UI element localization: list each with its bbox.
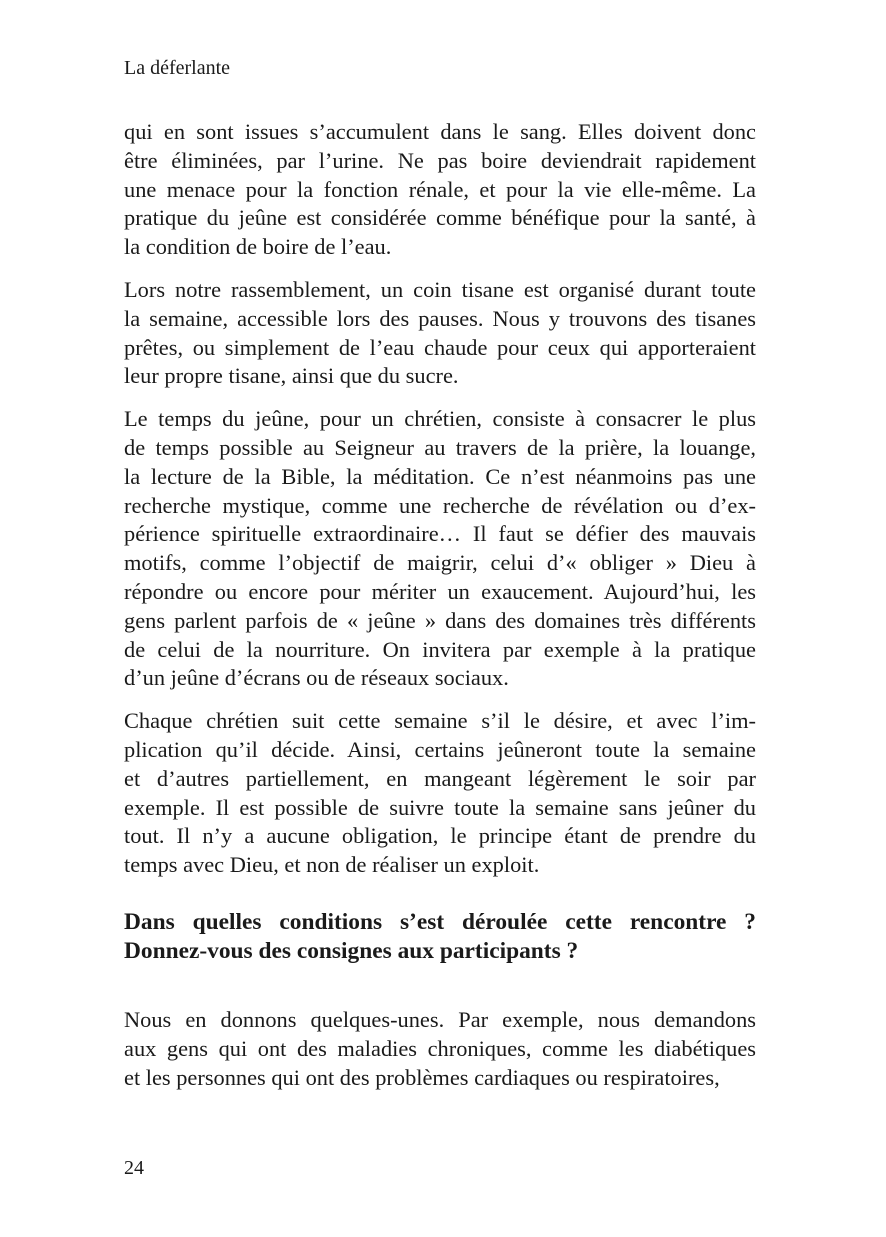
text-line: exemple. Il est possible de suivre toute la semaine sans jeûner du (124, 794, 756, 820)
running-head: La déferlante (124, 57, 231, 79)
text-line: périence spirituelle extraordinaire… Il faut se défier des mauvais (124, 521, 756, 547)
text-line: et les personnes qui ont des problèmes cardiaques ou respiratoires, (124, 1064, 720, 1090)
text-line: de celui de la nourriture. On invitera par exemple à la pratique (124, 636, 756, 662)
text-line: prêtes, ou simplement de l’eau chaude pour ceux qui apporteraient (124, 334, 756, 360)
section-heading (124, 908, 756, 966)
text-line: la lecture de la Bible, la méditation. Ce n’est néanmoins pas une (124, 463, 756, 489)
text-line: plication qu’il décide. Ainsi, certains jeûneront toute la semaine (124, 736, 756, 762)
text-line: Le temps du jeûne, pour un chrétien, consiste à consacrer le plus (124, 406, 756, 432)
text-line: être éliminées, par l’urine. Ne pas boire deviendrait rapidement (124, 147, 756, 173)
text-line: leur propre tisane, ainsi que du sucre. (124, 363, 459, 389)
text-line: aux gens qui ont des maladies chroniques, comme les diabétiques (124, 1035, 756, 1061)
text-line: Lors notre rassemblement, un coin tisane est organisé durant toute (124, 276, 756, 302)
text-line: gens parlent parfois de « jeûne » dans des domaines très différents (124, 607, 756, 633)
paragraph-4 (124, 707, 756, 880)
heading-line: Dans quelles conditions s’est déroulée cette rencontre ? (124, 908, 756, 935)
text-line: tout. Il n’y a aucune obligation, le principe étant de prendre du (124, 823, 756, 849)
text-line: une menace pour la fonction rénale, et pour la vie elle-même. La (124, 176, 756, 202)
text-line: répondre ou encore pour mériter un exaucement. Aujourd’hui, les (124, 578, 756, 604)
heading-line: Donnez-vous des consignes aux participants ? (124, 937, 579, 964)
text-line: recherche mystique, comme une recherche de révélation ou d’ex- (124, 492, 756, 518)
text-line: Chaque chrétien suit cette semaine s’il le désire, et avec l’im- (124, 708, 756, 734)
text-line: pratique du jeûne est considérée comme bénéfique pour la santé, à (124, 205, 756, 231)
text-line: et d’autres partiellement, en mangeant légèrement le soir par (124, 765, 756, 791)
paragraph-1 (124, 118, 756, 262)
text-line: motifs, comme l’objectif de maigrir, celui d’« obliger » Dieu à (124, 550, 756, 576)
text-line: qui en sont issues s’accumulent dans le sang. Elles doivent donc (124, 119, 756, 144)
text-line: d’un jeûne d’écrans ou de réseaux sociaux. (124, 665, 509, 691)
paragraph-5 (124, 1006, 756, 1092)
text-line: de temps possible au Seigneur au travers de la prière, la louange, (124, 434, 756, 460)
text-line: la semaine, accessible lors des pauses. Nous y trouvons des tisanes (124, 305, 756, 331)
paragraph-2 (124, 276, 756, 391)
body-text (124, 118, 756, 1106)
text-line: la condition de boire de l’eau. (124, 234, 392, 260)
text-line: temps avec Dieu, et non de réaliser un exploit. (124, 852, 540, 878)
paragraph-3 (124, 405, 756, 693)
page-number: 24 (124, 1157, 144, 1179)
text-line: Nous en donnons quelques-unes. Par exemple, nous demandons (124, 1006, 756, 1032)
